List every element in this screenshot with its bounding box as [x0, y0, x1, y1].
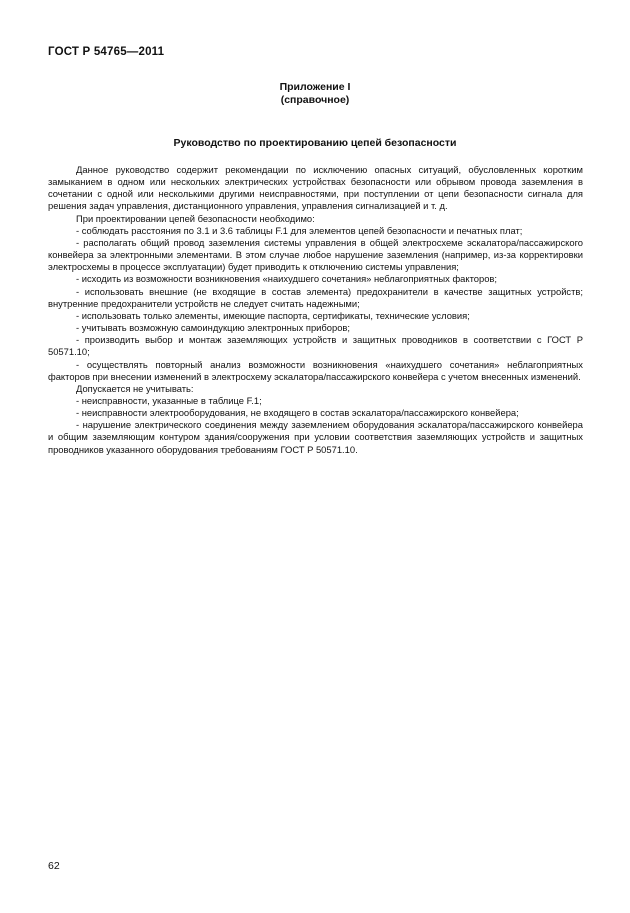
paragraph: Данное руководство содержит рекомендации по исключению опасных ситуаций, обусловленных коротким замыканием в одном или нескольких электрических устройствах безопасности или обрывом провода заземления в сочетании с одной или несколькими другими неисправностями, при поступлении от цепи безопасности сигнала для решения задач управления, дистанционного управления, управления сигнализацией и т. д.	[48, 164, 583, 212]
list-item: - осуществлять повторный анализ возможности возникновения «наихудшего сочетания» неблагоприятных факторов при внесении изменений в электросхему эскалатора/пассажирского конвейера с учетом внесенных изменений.	[48, 358, 583, 382]
appendix-label: Приложение I	[279, 81, 351, 93]
list-item: - нарушение электрического соединения между заземлением оборудования эскалатора/пассажирского конвейера и общим заземляющим контуром здания/сооружения при условии соответствия заземляющих устройств и защитных проводников указанного оборудования требованиям ГОСТ Р 50571.10.	[48, 419, 583, 455]
list-item: - исходить из возможности возникновения «наихудшего сочетания» неблагоприятных факторов;	[76, 273, 498, 285]
list-item: - неисправности, указанные в таблице F.1;	[76, 394, 262, 406]
list-item: - соблюдать расстояния по 3.1 и 3.6 таблицы F.1 для элементов цепей безопасности и печатных плат;	[76, 224, 523, 236]
appendix-note: (справочное)	[280, 93, 350, 106]
appendix-heading	[0, 81, 630, 106]
paragraph: При проектировании цепей безопасности необходимо:	[76, 212, 315, 224]
document-header: ГОСТ Р 54765—2011	[48, 46, 165, 58]
list-item: - использовать внешние (не входящие в состав элемента) предохранители в качестве защитных устройств; внутренние предохранители устройств не следует считать надежными;	[48, 285, 583, 309]
list-item: - учитывать возможную самоиндукцию электронных приборов;	[76, 322, 351, 334]
paragraph: Допускается не учитывать:	[76, 382, 194, 394]
body-text	[48, 164, 583, 456]
list-item: - производить выбор и монтаж заземляющих устройств и защитных проводников в соответствии с ГОСТ Р 50571.10;	[48, 334, 583, 358]
list-item: - неисправности электрооборудования, не входящего в состав эскалатора/пассажирского конвейера;	[76, 407, 519, 419]
page-number: 62	[48, 860, 60, 872]
list-item: - использовать только элементы, имеющие паспорта, сертификаты, технические условия;	[76, 309, 470, 321]
list-item: - располагать общий провод заземления системы управления в общей электросхеме эскалатора/пассажирского конвейера за электронными элементами. В этом случае любое нарушение заземления (например, из-за корректировки электросхемы в процессе эксплуатации) будет приводить к отключению системы управления;	[48, 236, 583, 273]
section-title: Руководство по проектированию цепей безопасности	[173, 137, 457, 149]
